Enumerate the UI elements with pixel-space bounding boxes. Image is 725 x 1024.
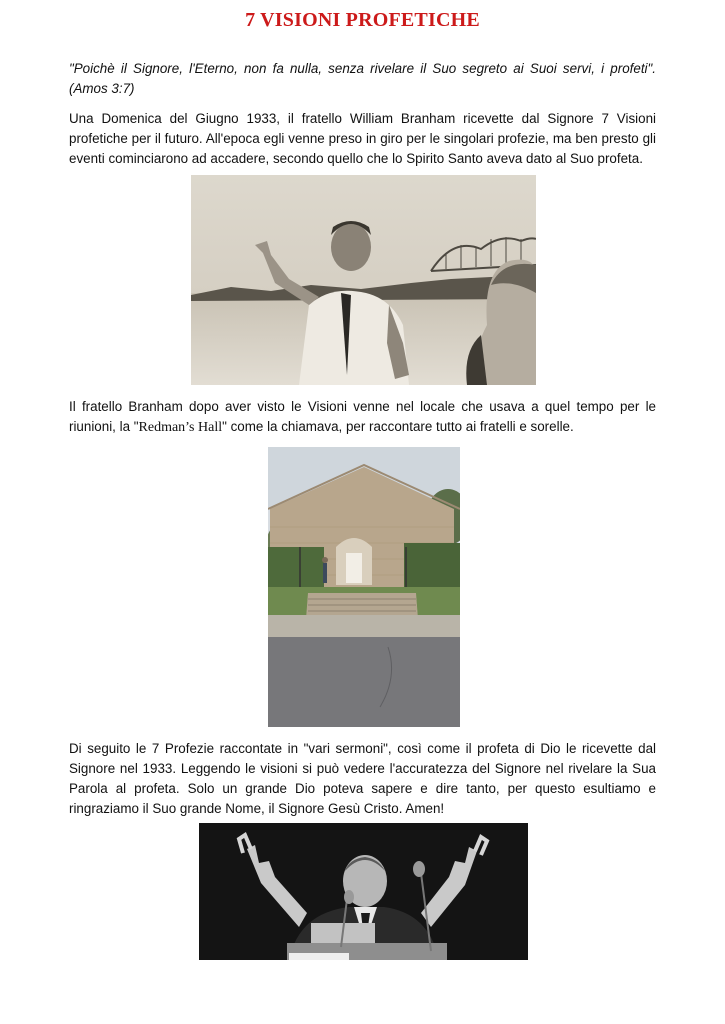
paragraph-line: profetiche per il futuro. All'epoca egli venne preso in giro per le singolari profezie, ma ben presto gli (69, 131, 656, 146)
intro-paragraph (69, 109, 656, 169)
paragraph-text: riunioni, la " (69, 419, 139, 434)
paragraph-text: " come la chiamava, per raccontare tutto ai fratelli e sorelle. (222, 419, 574, 434)
paragraph-line: Una Domenica del Giugno 1933, il fratello William Branham ricevette dal Signore 7 Visioni (69, 111, 656, 126)
redmans-hall-photo (268, 447, 460, 727)
paragraph-line: Signore nel 1933. Leggendo le visioni si può vedere l'accuratezza del Signore nel rivelare la Sua (69, 761, 656, 776)
quote-line: "Poichè il Signore, l'Eterno, non fa nulla, senza rivelare il Suo segreto ai Suoi servi, i profeti". (69, 61, 656, 76)
paragraph-line: eventi cominciarono ad accadere, secondo quello che lo Spirito Santo aveva dato al Suo profeta. (69, 151, 643, 166)
closing-paragraph (69, 739, 656, 819)
paragraph-line: Il fratello Branham dopo aver visto le Visioni venne nel locale che usava a quel tempo per le (69, 399, 656, 414)
paragraph-line: ringraziamo il Suo grande Nome, il Signore Gesù Cristo. Amen! (69, 801, 445, 816)
hall-name: Redman’s Hall (138, 420, 223, 435)
page-title: 7 VISIONI PROFETICHE (245, 9, 480, 31)
branham-preaching-photo (199, 823, 528, 960)
hall-paragraph (69, 397, 656, 437)
paragraph-line: Parola al profeta. Solo un grande Dio poteva sapere e dire tanto, per questo esultiamo e (69, 781, 656, 796)
bible-quote (69, 59, 656, 99)
branham-river-photo (191, 175, 536, 385)
paragraph-line: Di seguito le 7 Profezie raccontate in "vari sermoni", così come il profeta di Dio le ricevette dal (69, 741, 656, 756)
paragraph-line (69, 417, 656, 437)
quote-reference: (Amos 3:7) (69, 81, 135, 96)
